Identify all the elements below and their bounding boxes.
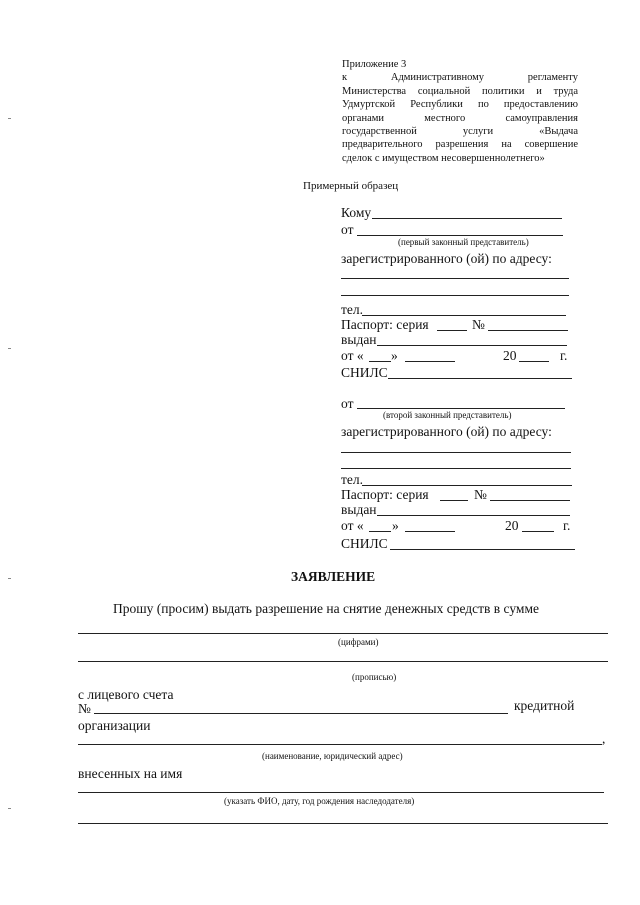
appendix-line: Приложение 3 (342, 59, 407, 70)
address-field-2[interactable] (341, 468, 571, 469)
amount-words-field[interactable] (78, 661, 608, 662)
appendix-line: Министерства социальной политики и труда (342, 85, 578, 97)
snils-field-2[interactable] (390, 549, 575, 550)
account-label: с лицевого счета (78, 687, 174, 702)
issue-year-suffix: г. (560, 348, 568, 363)
testator-caption: (указать ФИО, дату, год рождения наследодателя) (224, 796, 415, 806)
digits-caption: (цифрами) (338, 637, 379, 647)
account-number-sign: № (78, 701, 91, 716)
testator-field-2[interactable] (78, 823, 608, 824)
amount-digits-field[interactable] (78, 633, 608, 634)
snils-label-2: СНИЛС (341, 536, 388, 551)
appendix-line: предварительного разрешения на совершение (342, 139, 578, 151)
second-rep-field[interactable] (357, 408, 565, 409)
appendix-line: государственной услуги «Выдача (342, 126, 578, 138)
issue-month-field-2[interactable] (405, 531, 455, 532)
address-field[interactable] (341, 295, 569, 296)
snils-field[interactable] (388, 378, 572, 379)
issue-date-quote: » (391, 348, 398, 363)
first-rep-field[interactable] (357, 235, 563, 236)
to-field[interactable] (372, 218, 562, 219)
to-label: Кому (341, 205, 372, 220)
from-label: от (341, 222, 354, 237)
passport-series-field[interactable] (437, 330, 467, 331)
issued-field-2[interactable] (377, 515, 570, 516)
sample-label: Примерный образец (303, 180, 399, 192)
account-number-field[interactable] (94, 713, 508, 714)
issue-date-from-2: от « (341, 518, 364, 533)
tel-label-2: тел. (341, 472, 364, 487)
scan-mark (8, 808, 11, 809)
passport-number-field-2[interactable] (490, 500, 570, 501)
appendix-line: органами местного самоуправления (342, 112, 578, 124)
organization-caption: (наименование, юридический адрес) (262, 751, 403, 761)
tel-field[interactable] (362, 315, 566, 316)
request-text: Прошу (просим) выдать разрешение на снятие денежных средств в сумме (113, 601, 539, 616)
from-label-2: от (341, 396, 354, 411)
passport-label-2: Паспорт: серия (341, 487, 429, 502)
issue-year-suffix-2: г. (563, 518, 571, 533)
organization-field[interactable] (78, 744, 602, 745)
appendix-note (342, 58, 578, 165)
registered-label-2: зарегистрированного (ой) по адресу: (341, 424, 552, 439)
second-rep-caption: (второй законный представитель) (383, 410, 512, 420)
deposited-label: внесенных на имя (78, 766, 183, 781)
passport-series-field-2[interactable] (440, 500, 468, 501)
passport-number-field[interactable] (488, 330, 568, 331)
address-field-2[interactable] (341, 452, 571, 453)
snils-label: СНИЛС (341, 365, 388, 380)
issue-year-prefix-2: 20 (505, 518, 519, 533)
issue-date-quote-2: » (392, 518, 399, 533)
words-caption: (прописью) (352, 672, 397, 682)
testator-field[interactable] (78, 792, 604, 793)
appendix-line: к Административному регламенту (342, 72, 578, 84)
issue-month-field[interactable] (405, 361, 455, 362)
passport-label: Паспорт: серия (341, 317, 429, 332)
registered-label: зарегистрированного (ой) по адресу: (341, 251, 552, 266)
issue-year-prefix: 20 (503, 348, 517, 363)
scan-mark (8, 348, 11, 349)
appendix-line: Удмуртской Республики по предоставлению (342, 99, 578, 111)
issue-year-field-2[interactable] (522, 531, 554, 532)
document-title: ЗАЯВЛЕНИЕ (291, 569, 376, 584)
appendix-line: сделок с имуществом несовершеннолетнего» (342, 152, 545, 164)
first-rep-caption: (первый законный представитель) (398, 237, 529, 247)
scan-mark (8, 578, 11, 579)
address-field[interactable] (341, 278, 569, 279)
issued-field[interactable] (377, 345, 567, 346)
issue-date-from: от « (341, 348, 364, 363)
issued-label-2: выдан (341, 502, 377, 517)
organization-label: организации (78, 718, 151, 733)
issued-label: выдан (341, 332, 377, 347)
tel-field-2[interactable] (362, 485, 572, 486)
organization-comma: , (602, 731, 606, 746)
issue-day-field-2[interactable] (369, 531, 391, 532)
issue-day-field[interactable] (369, 361, 391, 362)
tel-label: тел. (341, 302, 364, 317)
credit-label: кредитной (514, 698, 575, 713)
issue-year-field[interactable] (519, 361, 549, 362)
scan-mark (8, 118, 11, 119)
passport-number-sign: № (472, 317, 485, 332)
passport-number-sign-2: № (474, 487, 487, 502)
